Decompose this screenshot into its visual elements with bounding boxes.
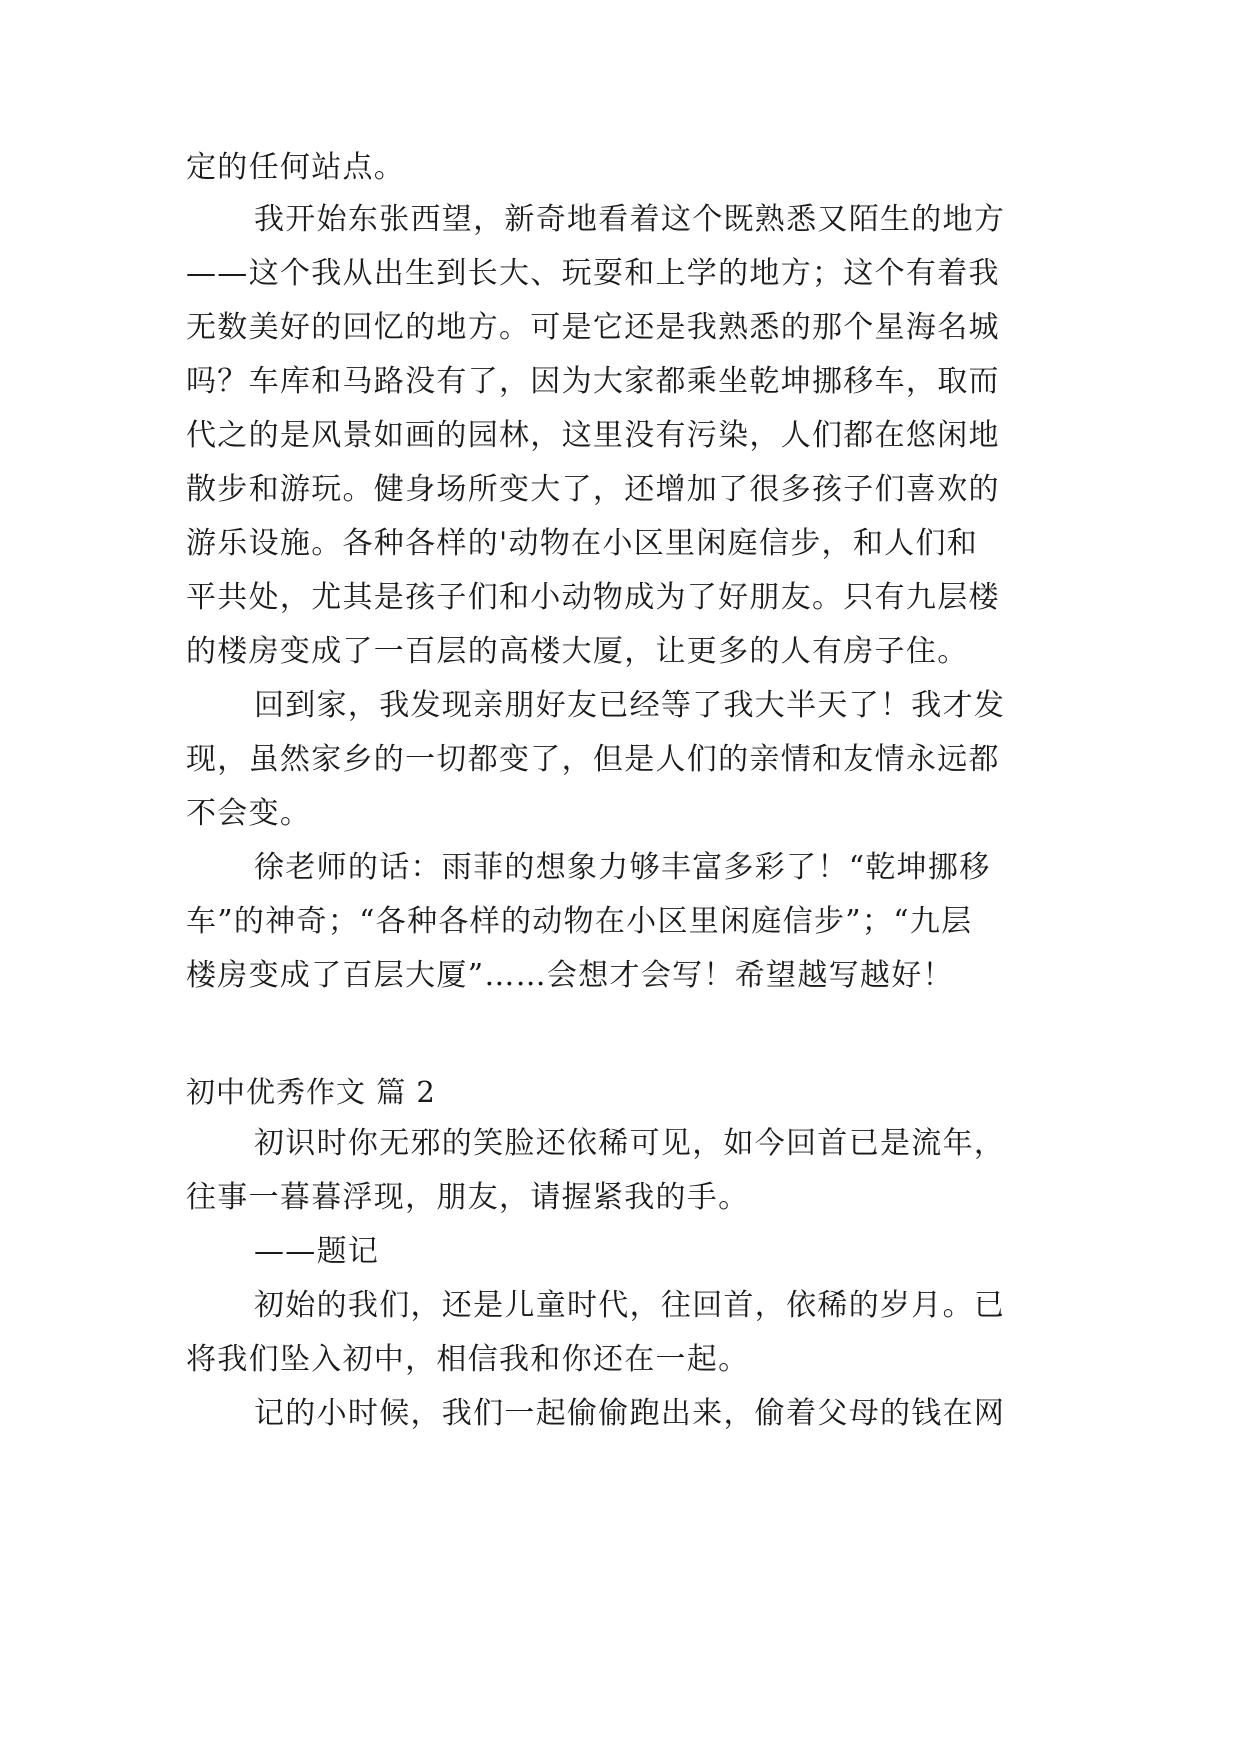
paragraph-line: 记的小时候，我们一起偷偷跑出来，偷着父母的钱在网 [254,1396,1006,1431]
paragraph-line: 无数美好的回忆的地方。可是它还是我熟悉的那个星海名城 [186,310,1000,345]
paragraph-line: 回到家，我发现亲朋好友已经等了我大半天了！我才发 [254,688,1006,723]
section-heading: 初中优秀作文 篇 2 [186,1075,436,1109]
epigraph-signoff: ——题记 [254,1234,380,1269]
paragraph-line: 不会变。 [186,796,312,831]
paragraph-line: 将我们坠入初中，相信我和你还在一起。 [186,1342,750,1377]
paragraph-line: 定的任何站点。 [186,150,406,185]
paragraph-line: 我开始东张西望，新奇地看着这个既熟悉又陌生的地方 [254,202,1006,237]
paragraph-line: 散步和游玩。健身场所变大了，还增加了很多孩子们喜欢的 [186,472,1000,507]
paragraph-line: ——这个我从出生到长大、玩耍和上学的地方；这个有着我 [186,256,1000,291]
paragraph-line: 徐老师的话：雨菲的想象力够丰富多彩了！“乾坤挪移 [254,850,991,885]
paragraph-line: 游乐设施。各种各样的'动物在小区里闲庭信步，和人们和 [186,526,979,561]
paragraph-line: 的楼房变成了一百层的高楼大厦，让更多的人有房子住。 [186,634,969,669]
paragraph-line: 现，虽然家乡的一切都变了，但是人们的亲情和友情永远都 [186,742,1000,777]
paragraph-line: 代之的是风景如画的园林，这里没有污染，人们都在悠闲地 [186,418,1000,453]
paragraph-line: 初识时你无邪的笑脸还依稀可见，如今回首已是流年， [254,1126,1006,1161]
paragraph-line: 车”的神奇；“各种各样的动物在小区里闲庭信步”；“九层 [186,904,973,939]
paragraph-line: 初始的我们，还是儿童时代，往回首，依稀的岁月。已 [254,1288,1006,1323]
paragraph-line: 平共处，尤其是孩子们和小动物成为了好朋友。只有九层楼 [186,580,1000,615]
paragraph-line: 吗？车库和马路没有了，因为大家都乘坐乾坤挪移车，取而 [186,364,1000,399]
paragraph-line: 楼房变成了百层大厦”……会想才会写！希望越写越好！ [186,958,954,993]
paragraph-line: 往事一暮暮浮现，朋友，请握紧我的手。 [186,1180,750,1215]
